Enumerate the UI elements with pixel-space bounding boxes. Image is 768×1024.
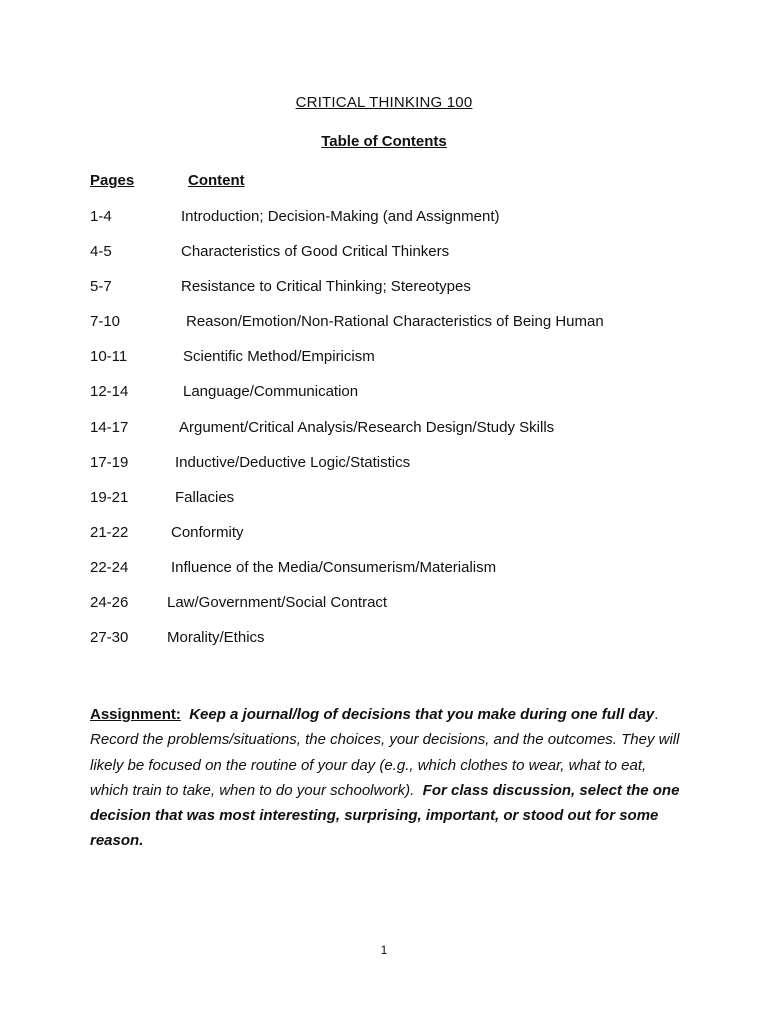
toc-entry xyxy=(90,348,730,383)
toc-entry-content: Morality/Ethics xyxy=(167,629,265,647)
toc-header xyxy=(90,172,690,192)
toc-entry-content: Law/Government/Social Contract xyxy=(167,594,388,612)
toc-entry xyxy=(90,629,730,664)
toc-entry-pages: 19-21 xyxy=(90,488,129,506)
toc-entry xyxy=(90,594,730,629)
toc-entry-pages: 12-14 xyxy=(90,383,129,401)
toc-entry xyxy=(90,489,730,524)
toc-entry-pages: 17-19 xyxy=(90,453,129,471)
assignment-closing: For class discussion, select the one decision that was most interesting, surprising, important, or stood out for some reason. xyxy=(90,781,680,850)
toc-entry xyxy=(90,419,730,454)
toc-entry-content: Characteristics of Good Critical Thinkers xyxy=(181,243,450,261)
toc-entry xyxy=(90,383,730,418)
assignment-body: Record the problems/situations, the choices, your decisions, and the outcomes. They will likely be focused on the routine of your day (e.g., which clothes to wear, what to eat, which train to take, when to do your schoolwork). xyxy=(90,731,680,799)
toc-entry-pages: 5-7 xyxy=(90,278,112,296)
toc-entry-pages: 4-5 xyxy=(90,243,112,261)
toc-entry-pages: 21-22 xyxy=(90,523,129,541)
toc-entry xyxy=(90,559,730,594)
toc-entry xyxy=(90,524,730,559)
toc-entry xyxy=(90,278,730,313)
toc-entry-pages: 7-10 xyxy=(90,313,121,331)
toc-entry-content: Conformity xyxy=(171,523,244,541)
toc-header-pages: Pages xyxy=(90,172,135,189)
toc-entry-content: Argument/Critical Analysis/Research Design/Study Skills xyxy=(179,418,555,436)
toc-entry xyxy=(90,454,730,489)
toc-entry-content: Fallacies xyxy=(175,488,235,506)
toc-entry-content: Resistance to Critical Thinking; Stereotypes xyxy=(181,278,471,296)
toc-entry-content: Reason/Emotion/Non-Rational Characteristics of Being Human xyxy=(186,313,604,331)
assignment-paragraph xyxy=(90,702,680,854)
toc-entry-content: Language/Communication xyxy=(183,383,359,401)
toc-header-content: Content xyxy=(188,172,245,189)
toc-entry-pages: 14-17 xyxy=(90,418,129,436)
page-number: 1 xyxy=(380,943,388,957)
toc-entry xyxy=(90,313,730,348)
toc-entry-content: Introduction; Decision-Making (and Assignment) xyxy=(181,208,500,225)
assignment-lead-period: . xyxy=(654,706,659,723)
assignment-lead: Keep a journal/log of decisions that you make during one full day xyxy=(189,706,655,723)
toc-entry-pages: 22-24 xyxy=(90,558,129,576)
toc-list xyxy=(90,208,730,664)
toc-entry-content: Influence of the Media/Consumerism/Materialism xyxy=(171,558,497,576)
toc-entry xyxy=(90,208,730,243)
toc-entry xyxy=(90,243,730,278)
document-title: CRITICAL THINKING 100 xyxy=(295,94,473,111)
toc-entry-pages: 27-30 xyxy=(90,629,129,647)
toc-entry-pages: 10-11 xyxy=(90,348,128,366)
toc-title: Table of Contents xyxy=(321,133,447,150)
toc-entry-pages: 1-4 xyxy=(90,208,112,225)
toc-entry-content: Inductive/Deductive Logic/Statistics xyxy=(175,453,411,471)
toc-entry-pages: 24-26 xyxy=(90,594,129,612)
toc-entry-content: Scientific Method/Empiricism xyxy=(183,348,375,366)
assignment-label: Assignment: xyxy=(90,706,181,723)
